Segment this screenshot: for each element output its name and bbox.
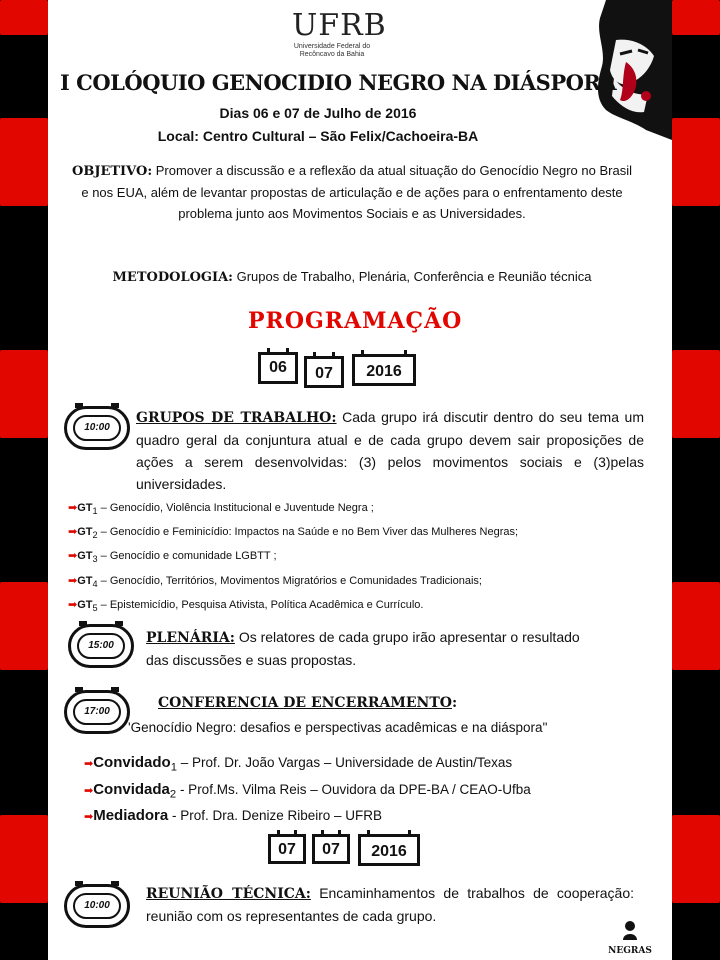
- grupos-text: Cada grupo irá discutir dentro do seu tema um quadro geral da conjuntura atual e de cada grupo devem sair proposições de ações a serem desenvolvidas: (3) pelos movimentos sociais e (3)pelas universidades.: [136, 409, 644, 492]
- reuniao-label: REUNIÃO TÉCNICA:: [146, 886, 311, 902]
- time-15: 15:00: [77, 633, 125, 659]
- reuniao-text: Encaminhamentos de trabalhos de cooperação: reunião com os representantes de cada grupo.: [146, 885, 634, 924]
- film-strip-right: [672, 0, 720, 960]
- ufrb-logo-sub1: Universidade Federal do: [293, 43, 371, 50]
- film-hole: [0, 0, 48, 35]
- film-strip-left: [0, 0, 48, 960]
- programacao-heading: PROGRAMAÇÃO: [248, 308, 463, 334]
- negras-logo: [602, 920, 658, 958]
- ufrb-logo: [292, 8, 387, 59]
- film-hole: [672, 350, 720, 438]
- arrow-icon: ➡: [84, 758, 94, 770]
- arrow-icon: ➡: [68, 526, 78, 539]
- gt-list: [68, 498, 668, 619]
- negras-logo-text: NEGRAS: [608, 946, 652, 956]
- arrow-icon: ➡: [84, 784, 94, 797]
- clock-icon: [64, 406, 130, 450]
- guest-item: ➡Convidado$_1$ – Prof. Dr. João Vargas – Universidade de Austin/Texas: [84, 754, 513, 774]
- metodologia-label: METODOLOGIA:: [112, 270, 233, 285]
- metodologia-section: [58, 266, 646, 288]
- gt-item: $➡GT_1$ – Genocídio, Violência Institucional e Juventude Negra ;: [68, 502, 374, 517]
- arrow-icon: ➡: [68, 502, 78, 514]
- gt-item: $➡GT_3$ – Genocídio e comunidade LGBTT ;: [68, 550, 277, 565]
- objetivo-section: [68, 160, 636, 224]
- film-hole: [0, 815, 48, 903]
- arrow-icon: ➡: [68, 574, 78, 587]
- film-hole: [0, 118, 48, 206]
- metodologia-text: Grupos de Trabalho, Plenária, Conferência e Reunião técnica: [236, 269, 592, 284]
- event-dates: Dias 06 e 07 de Julho de 2016: [219, 105, 417, 121]
- clock-icon: [64, 884, 130, 928]
- film-hole: [672, 582, 720, 670]
- event-location: Local: Centro Cultural – São Felix/Cachoeira-BA: [157, 128, 479, 144]
- guest-item: ➡Mediadora - Prof. Dra. Denize Ribeiro – UFRB: [84, 807, 383, 825]
- reuniao-section: [146, 882, 634, 927]
- clock-icon: [64, 690, 130, 734]
- poster: [48, 0, 672, 960]
- grupos-label: GRUPOS DE TRABALHO:: [136, 410, 337, 426]
- event-title: I COLÓQUIO GENOCIDIO NEGRO NA DIÁSPORA: [60, 70, 617, 95]
- plenaria-section: [146, 626, 606, 671]
- negras-logo-icon: [620, 920, 640, 940]
- time-17: 17:00: [73, 699, 121, 725]
- objetivo-text: Promover a discussão e a reflexão da atual situação do Genocídio Negro no Brasil e nos EUA, além de levantar propostas de articulação e de ações para o enfrentamento deste problema junto aos Movimentos Sociais e as Universidades.: [81, 163, 632, 221]
- ufrb-logo-sub2: Recôncavo da Bahia: [299, 51, 365, 58]
- ufrb-logo-text: UFRB: [292, 8, 387, 43]
- guest-list: [84, 752, 664, 828]
- guest-item: ➡Convidada$_2$ - Prof.Ms. Vilma Reis – Ouvidora da DPE-BA / CEAO-Ufba: [84, 780, 531, 801]
- film-hole: [0, 582, 48, 670]
- objetivo-label: OBJETIVO:: [72, 164, 153, 179]
- film-hole: [672, 0, 720, 35]
- gt-item: $➡GT_4$ – Genocídio, Territórios, Movimentos Migratórios e Comunidades Tradicionais;: [68, 574, 482, 589]
- conferencia-quote: 'Genocídio Negro: desafios e perspectivas acadêmicas e na diáspora": [128, 720, 548, 735]
- plenaria-label: PLENÁRIA:: [146, 630, 235, 646]
- conferencia-heading: CONFERENCIA DE ENCERRAMENTO:: [158, 695, 458, 711]
- arrow-icon: ➡: [84, 811, 94, 824]
- calendar-month: 07: [312, 834, 350, 864]
- arrow-icon: ➡: [68, 598, 78, 611]
- time-10-day2: 10:00: [73, 893, 121, 919]
- calendar-month: 07: [304, 356, 344, 388]
- grupos-section: [136, 406, 644, 495]
- film-hole: [672, 815, 720, 903]
- plenaria-text: Os relatores de cada grupo irão apresentar o resultado das discussões e suas propostas.: [146, 629, 580, 668]
- calendar-day: 07: [268, 834, 306, 864]
- conferencia-label: CONFERENCIA DE ENCERRAMENTO: [158, 695, 452, 711]
- film-hole: [672, 118, 720, 206]
- arrow-icon: ➡: [68, 550, 78, 563]
- gt-item: $➡GT_2$ – Genocídio e Feminicídio: Impactos na Saúde e no Bem Viver das Mulheres Negras;: [68, 526, 519, 541]
- film-hole: [0, 350, 48, 438]
- calendar-year: 2016: [358, 834, 420, 866]
- clock-icon: [68, 624, 134, 668]
- gt-item: $➡GT_5$ – Epistemicídio, Pesquisa Ativista, Política Acadêmica e Currículo.: [68, 598, 424, 613]
- calendar-year: 2016: [352, 354, 416, 386]
- time-10: 10:00: [73, 415, 121, 441]
- calendar-day: 06: [258, 352, 298, 384]
